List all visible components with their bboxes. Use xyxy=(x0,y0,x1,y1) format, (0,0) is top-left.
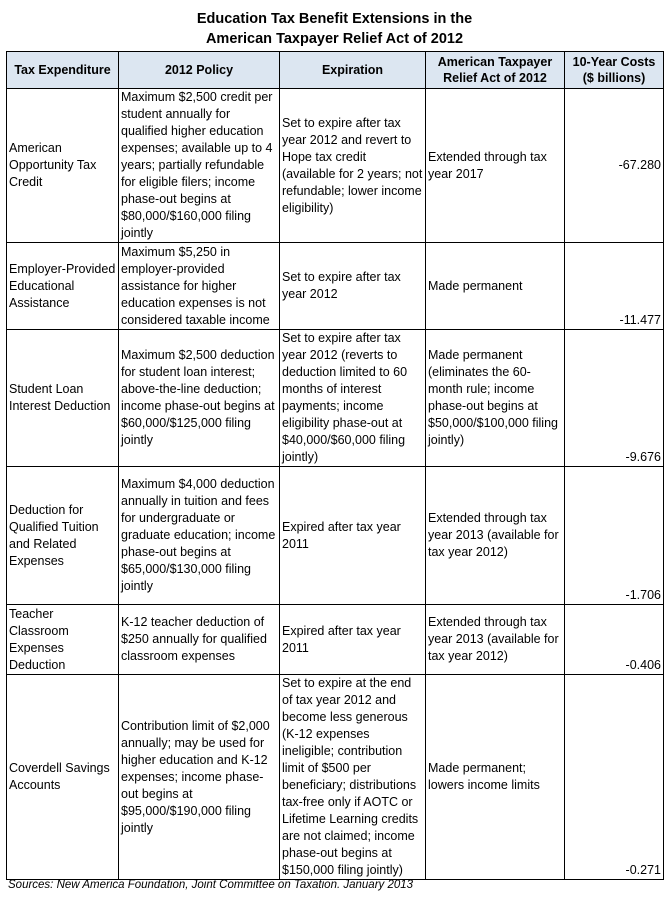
table-row xyxy=(7,330,664,467)
cost-value: -0.271 xyxy=(565,675,664,880)
expiration-text: Set to expire after tax year 2012 xyxy=(280,243,426,330)
cost-value: -67.280 xyxy=(565,89,664,243)
relief-act-text: Extended through tax year 2013 (available for tax year 2012) xyxy=(426,605,565,675)
tax-benefit-table xyxy=(6,51,664,880)
source-note: Sources: New America Foundation, Joint Committee on Taxation. January 2013 xyxy=(8,879,414,891)
expiration-text: Expired after tax year 2011 xyxy=(280,605,426,675)
expenditure-name: Employer-Provided Educational Assistance xyxy=(7,243,119,330)
expenditure-name: Coverdell Savings Accounts xyxy=(7,675,119,880)
policy-text: Contribution limit of $2,000 annually; may be used for higher education and K-12 expenses; income phase-out begins at $95,000/$190,000 filing jointly xyxy=(119,675,280,880)
expiration-text: Expired after tax year 2011 xyxy=(280,467,426,605)
policy-text: Maximum $2,500 credit per student annually for qualified higher education expenses; available up to 4 years; partially refundable for eligible filers; income phase-out begins at $80,000/$160,000 filing jointly xyxy=(119,89,280,243)
title-line-1: Education Tax Benefit Extensions in the xyxy=(196,11,473,27)
policy-text: K-12 teacher deduction of $250 annually for qualified classroom expenses xyxy=(119,605,280,675)
table-row xyxy=(7,89,664,243)
policy-text: Maximum $4,000 deduction annually in tuition and fees for undergraduate or graduate education; income phase-out begins at $65,000/$130,000 filing jointly xyxy=(119,467,280,605)
table-row xyxy=(7,243,664,330)
header-row xyxy=(7,52,664,89)
expenditure-name: Teacher Classroom Expenses Deduction xyxy=(7,605,119,675)
table-row xyxy=(7,605,664,675)
cost-value: -11.477 xyxy=(565,243,664,330)
relief-act-text: Made permanent (eliminates the 60-month rule; income phase-out begins at $50,000/$100,000 filing jointly) xyxy=(426,330,565,467)
title-line-2: American Taxpayer Relief Act of 2012 xyxy=(205,31,464,47)
cost-value: -1.706 xyxy=(565,467,664,605)
policy-text: Maximum $5,250 in employer-provided assistance for higher education expenses is not considered taxable income xyxy=(119,243,280,330)
expiration-text: Set to expire after tax year 2012 (reverts to deduction limited to 60 months of interest payments; income eligibility phase-out at $40,000/$60,000 filing jointly) xyxy=(280,330,426,467)
header-tax-expenditure: Tax Expenditure xyxy=(7,52,119,89)
table-row xyxy=(7,675,664,880)
relief-act-text: Extended through tax year 2017 xyxy=(426,89,565,243)
header-2012-policy: 2012 Policy xyxy=(119,52,280,89)
policy-text: Maximum $2,500 deduction for student loan interest; above-the-line deduction; income phase-out begins at $60,000/$125,000 filing jointly xyxy=(119,330,280,467)
expenditure-name: American Opportunity Tax Credit xyxy=(7,89,119,243)
header-10-year-costs: 10-Year Costs ($ billions) xyxy=(565,52,664,89)
header-relief-act: American Taxpayer Relief Act of 2012 xyxy=(426,52,565,89)
header-expiration: Expiration xyxy=(280,52,426,89)
relief-act-text: Made permanent xyxy=(426,243,565,330)
cost-value: -0.406 xyxy=(565,605,664,675)
expiration-text: Set to expire after tax year 2012 and revert to Hope tax credit (available for 2 years; not refundable; lower income eligibility) xyxy=(280,89,426,243)
table-row xyxy=(7,467,664,605)
expenditure-name: Deduction for Qualified Tuition and Related Expenses xyxy=(7,467,119,605)
relief-act-text: Extended through tax year 2013 (available for tax year 2012) xyxy=(426,467,565,605)
cost-value: -9.676 xyxy=(565,330,664,467)
page-title xyxy=(0,9,669,49)
expenditure-name: Student Loan Interest Deduction xyxy=(7,330,119,467)
expiration-text: Set to expire at the end of tax year 2012 and become less generous (K-12 expenses ineligible; contribution limit of $500 per beneficiary; distributions tax-free only if AOTC or Lifetime Learning credits are not claimed; income phase-out begins at $150,000 filing jointly) xyxy=(280,675,426,880)
relief-act-text: Made permanent; lowers income limits xyxy=(426,675,565,880)
